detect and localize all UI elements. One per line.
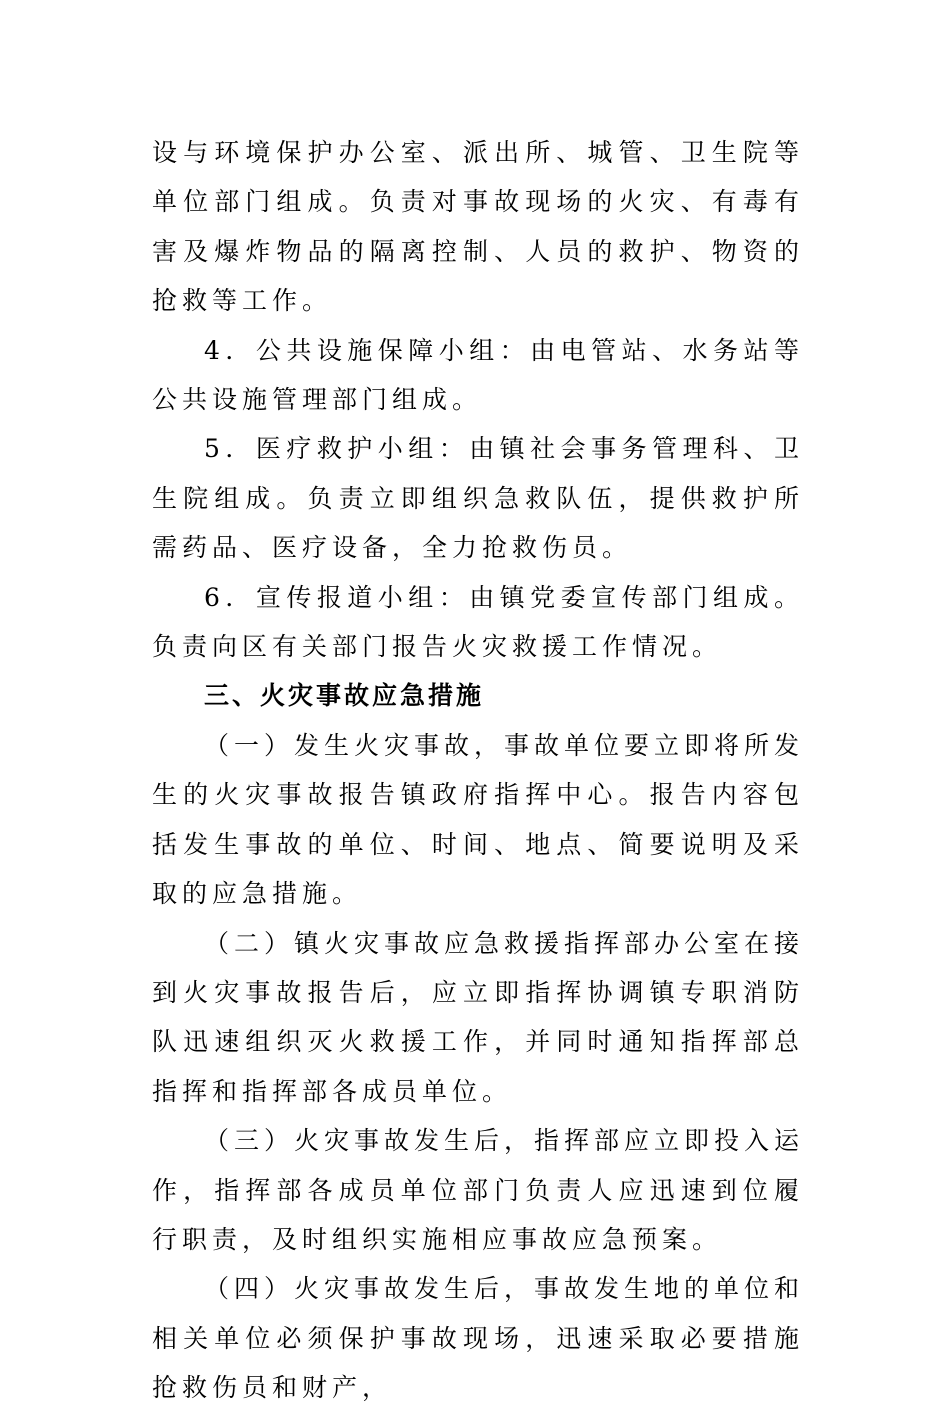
paragraph-measure-1: （一）发生火灾事故，事故单位要立即将所发生的火灾事故报告镇政府指挥中心。报告内容包括发生事故的单位、时间、地点、简要说明及采取的应急措施。 (152, 730, 805, 909)
document-body (152, 128, 804, 1413)
paragraph-measure-3: （三）火灾事故发生后，指挥部应立即投入运作，指挥部各成员单位部门负责人应迅速到位履行职责，及时组织实施相应事故应急预案。 (152, 1126, 805, 1254)
paragraph-measure-4: （四）火灾事故发生后，事故发生地的单位和相关单位必须保护事故现场，迅速采取必要措施抢救伤员和财产， (152, 1274, 805, 1403)
paragraph-item-4: 4．公共设施保障小组：由电管站、水务站等公共设施管理部门组成。 (152, 335, 804, 415)
paragraph-measure-2: （二）镇火灾事故应急救援指挥部办公室在接到火灾事故报告后，应立即指挥协调镇专职消防队迅速组织灭火救援工作，并同时通知指挥部总指挥和指挥部各成员单位。 (152, 928, 805, 1106)
paragraph-item-6: 6．宣传报道小组：由镇党委宣传部门组成。负责向区有关部门报告火灾救援工作情况。 (152, 582, 804, 662)
paragraph-item-5: 5．医疗救护小组：由镇社会事务管理科、卫生院组成。负责立即组织急救队伍，提供救护所需药品、医疗设备，全力抢救伤员。 (152, 434, 804, 563)
section-heading: 三、火灾事故应急措施 (204, 681, 485, 711)
paragraph-continuation: 设与环境保护办公室、派出所、城管、卫生院等单位部门组成。负责对事故现场的火灾、有毒有害及爆炸物品的隔离控制、人员的救护、物资的抢救等工作。 (152, 138, 804, 316)
